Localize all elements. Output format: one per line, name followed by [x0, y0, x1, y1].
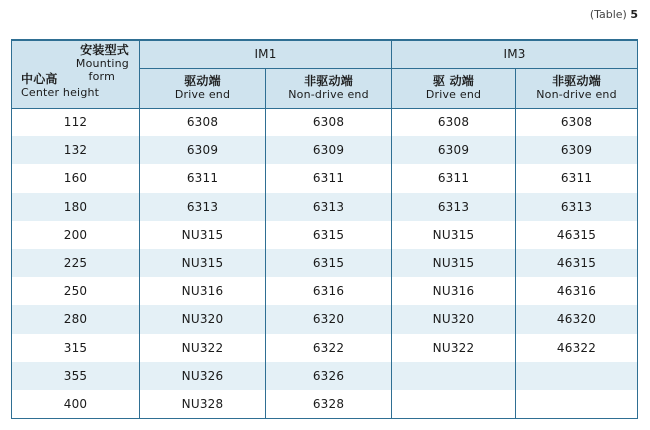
table-row — [12, 362, 638, 390]
im3-drive-end-header — [392, 68, 516, 108]
table-header — [12, 40, 638, 108]
im3-drive-end-en: Drive end — [425, 88, 482, 101]
table-row — [12, 193, 638, 221]
im3-non-drive-end-cell: 6308 — [516, 108, 638, 136]
im1-drive-end-zh: 驱动端 — [184, 74, 221, 88]
im1-non-drive-end-cell: 6308 — [266, 108, 392, 136]
im3-drive-end-cell: NU320 — [392, 305, 516, 333]
im1-non-drive-end-cell: 6313 — [266, 193, 392, 221]
im1-non-drive-end-zh: 非驱动端 — [304, 74, 353, 88]
im1-drive-end-cell: NU320 — [140, 305, 266, 333]
center-height-cell: 250 — [12, 277, 140, 305]
im1-non-drive-end-cell: 6309 — [266, 136, 392, 164]
center-height-cell: 315 — [12, 334, 140, 362]
im1-drive-end-cell: NU316 — [140, 277, 266, 305]
im3-drive-end-cell: NU315 — [392, 249, 516, 277]
table-row — [12, 164, 638, 192]
im1-header: IM1 — [140, 40, 392, 68]
im3-drive-end-cell: NU315 — [392, 221, 516, 249]
im3-drive-end-cell: NU322 — [392, 334, 516, 362]
table-row — [12, 249, 638, 277]
table-row — [12, 305, 638, 333]
im1-non-drive-end-cell: 6322 — [266, 334, 392, 362]
im3-non-drive-end-cell — [516, 362, 638, 390]
im1-non-drive-end-en: Non-drive end — [288, 88, 369, 101]
table-caption-prefix: (Table) — [589, 8, 627, 21]
im3-non-drive-end-cell: 46315 — [516, 221, 638, 249]
table-caption-number: 5 — [630, 8, 638, 21]
im3-drive-end-cell: 6308 — [392, 108, 516, 136]
im1-non-drive-end-cell: 6326 — [266, 362, 392, 390]
center-height-en: Center height — [21, 85, 100, 99]
center-height-cell: 225 — [12, 249, 140, 277]
im1-non-drive-end-cell: 6315 — [266, 221, 392, 249]
im3-drive-end-cell: 6309 — [392, 136, 516, 164]
im3-non-drive-end-zh: 非驱动端 — [552, 74, 601, 88]
im3-non-drive-end-cell: 46320 — [516, 305, 638, 333]
center-height-cell: 160 — [12, 164, 140, 192]
center-height-cell: 180 — [12, 193, 140, 221]
im3-non-drive-end-cell: 6309 — [516, 136, 638, 164]
im3-drive-end-cell: NU316 — [392, 277, 516, 305]
im3-drive-end-cell: 6311 — [392, 164, 516, 192]
center-height-cell: 400 — [12, 390, 140, 418]
im3-non-drive-end-cell: 46322 — [516, 334, 638, 362]
table-row — [12, 108, 638, 136]
im1-drive-end-cell: 6309 — [140, 136, 266, 164]
im1-drive-end-en: Drive end — [174, 88, 231, 101]
table-row — [12, 334, 638, 362]
mounting-form-en-1: Mounting — [75, 57, 129, 70]
table-caption — [590, 8, 638, 21]
bearing-table — [11, 39, 638, 419]
table-row — [12, 390, 638, 418]
mounting-form-zh: 安装型式 — [80, 43, 129, 57]
im3-header: IM3 — [392, 40, 638, 68]
im1-non-drive-end-cell: 6316 — [266, 277, 392, 305]
center-height-label — [21, 72, 99, 100]
im1-drive-end-cell: NU322 — [140, 334, 266, 362]
im1-drive-end-cell: NU328 — [140, 390, 266, 418]
im3-drive-end-cell — [392, 390, 516, 418]
mounting-form-en-2: form — [88, 70, 115, 83]
im1-non-drive-end-cell: 6328 — [266, 390, 392, 418]
im1-drive-end-cell: NU315 — [140, 221, 266, 249]
table-row — [12, 277, 638, 305]
im3-drive-end-cell: 6313 — [392, 193, 516, 221]
table-body — [12, 108, 638, 418]
im3-drive-end-zh: 驱 动端 — [433, 74, 474, 88]
center-height-cell: 355 — [12, 362, 140, 390]
im3-non-drive-end-en: Non-drive end — [536, 88, 617, 101]
im3-non-drive-end-header — [516, 68, 638, 108]
im1-non-drive-end-header — [266, 68, 392, 108]
im3-non-drive-end-cell: 6313 — [516, 193, 638, 221]
center-height-cell: 132 — [12, 136, 140, 164]
im1-drive-end-cell: 6311 — [140, 164, 266, 192]
table-row — [12, 221, 638, 249]
im1-non-drive-end-cell: 6311 — [266, 164, 392, 192]
table-row — [12, 136, 638, 164]
corner-header-cell — [12, 40, 140, 108]
im1-non-drive-end-cell: 6315 — [266, 249, 392, 277]
im3-non-drive-end-cell: 46316 — [516, 277, 638, 305]
im1-drive-end-cell: NU326 — [140, 362, 266, 390]
center-height-cell: 200 — [12, 221, 140, 249]
im1-drive-end-header — [140, 68, 266, 108]
im3-non-drive-end-cell: 6311 — [516, 164, 638, 192]
im1-drive-end-cell: NU315 — [140, 249, 266, 277]
im1-drive-end-cell: 6308 — [140, 108, 266, 136]
im1-drive-end-cell: 6313 — [140, 193, 266, 221]
im3-non-drive-end-cell — [516, 390, 638, 418]
im3-non-drive-end-cell: 46315 — [516, 249, 638, 277]
center-height-cell: 112 — [12, 108, 140, 136]
center-height-cell: 280 — [12, 305, 140, 333]
center-height-zh: 中心高 — [21, 71, 58, 86]
im1-non-drive-end-cell: 6320 — [266, 305, 392, 333]
im3-drive-end-cell — [392, 362, 516, 390]
